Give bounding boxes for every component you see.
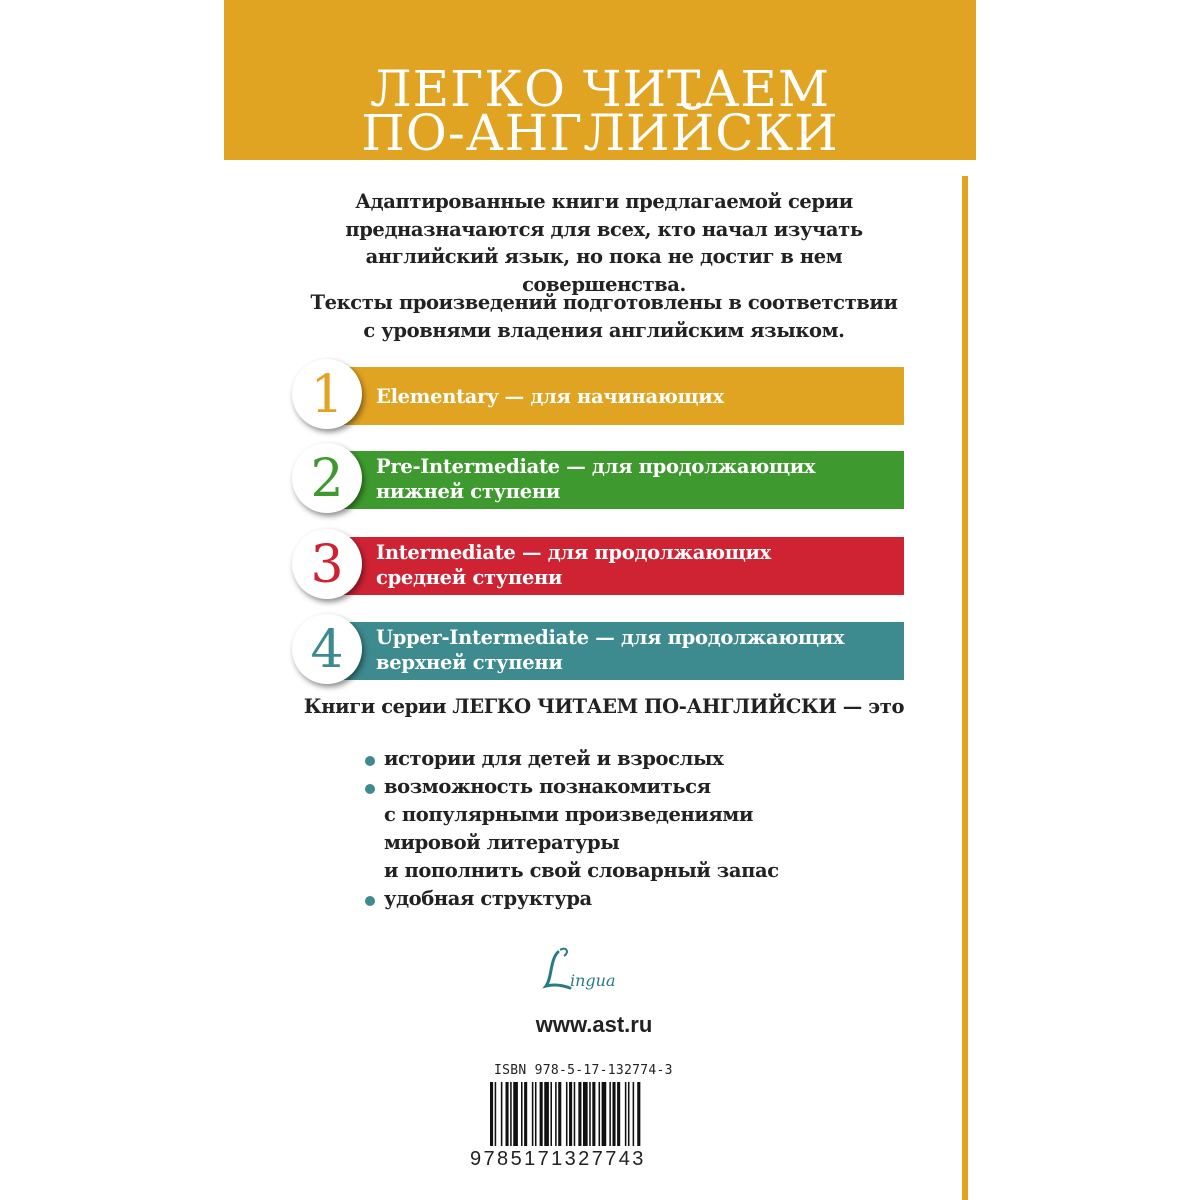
- intro-p1-line: английский язык, но пока не достиг в нем: [365, 245, 843, 268]
- barcode-bar: [578, 1082, 581, 1146]
- level-4-badge: 4: [292, 614, 362, 684]
- feature-line: с популярными произведениями: [384, 803, 754, 826]
- barcode-bar: [592, 1082, 595, 1146]
- feature-item: [372, 773, 932, 885]
- level-1: [294, 367, 934, 425]
- intro-p1-line: совершенства.: [522, 272, 686, 296]
- barcode-bar: [495, 1082, 497, 1146]
- barcode-bar: [633, 1082, 635, 1146]
- level-3-line: средней ступени: [376, 566, 563, 589]
- level-2-line: нижней ступени: [376, 480, 561, 503]
- bullet-dot-icon: [365, 896, 375, 906]
- barcode-bar: [555, 1082, 557, 1146]
- barcode-bar: [637, 1082, 640, 1146]
- feature-item: [372, 745, 932, 773]
- barcode-bar: [513, 1082, 518, 1146]
- barcode-bar: [589, 1082, 591, 1146]
- feature-line: истории для детей и взрослых: [384, 747, 724, 770]
- level-3-line: Intermediate — для продолжающих: [376, 541, 772, 564]
- feature-line: и пополнить свой словарный запас: [384, 859, 779, 882]
- side-accent-rule: [962, 176, 968, 1200]
- feature-item: [372, 885, 932, 913]
- barcode-number: 9785171327743: [470, 1148, 646, 1170]
- barcode-bar: [617, 1082, 620, 1146]
- series-title-line2: ПО-АНГЛИЙСКИ: [361, 104, 839, 162]
- level-2-badge: 2: [292, 443, 362, 513]
- barcode-bar: [524, 1082, 527, 1146]
- barcode-bar: [558, 1082, 561, 1146]
- bullet-dot-icon: [365, 756, 375, 766]
- barcode-bar: [625, 1082, 627, 1146]
- feature-list: [372, 745, 932, 913]
- intro-paragraph-2: [284, 289, 924, 344]
- level-4-label: [376, 625, 916, 675]
- series-description: Книги серии ЛЕГКО ЧИТАЕМ ПО-АНГЛИЙСКИ — это: [303, 695, 905, 718]
- barcode-bar: [566, 1082, 568, 1146]
- feature-line: удобная структура: [384, 887, 592, 910]
- barcode-bar: [599, 1082, 601, 1146]
- barcode-bar: [583, 1082, 588, 1146]
- level-2-line: Pre-Intermediate — для продолжающих: [376, 455, 816, 478]
- bullet-dot-icon: [365, 784, 375, 794]
- barcode-bar: [506, 1082, 509, 1146]
- barcode-bar: [602, 1082, 607, 1146]
- barcode-bar: [535, 1082, 537, 1146]
- barcode-icon: [486, 1082, 696, 1150]
- level-3-label: [376, 540, 916, 590]
- level-1-label: [376, 384, 916, 409]
- intro-paragraph-1: [284, 188, 924, 298]
- series-header: [224, 0, 976, 160]
- intro-p2-line: Тексты произведений подготовлены в соответствии: [310, 291, 898, 314]
- barcode-bar: [574, 1082, 576, 1146]
- barcode-bar: [609, 1082, 611, 1146]
- level-3: [294, 537, 934, 595]
- intro-p1-line: Адаптированные книги предлагаемой серии: [355, 190, 853, 213]
- intro-p2-line: с уровнями владения английским языком.: [363, 318, 845, 342]
- intro-p1-line: предназначаются для всех, кто начал изучать: [345, 217, 863, 241]
- barcode-bar: [628, 1082, 630, 1146]
- level-1-line: Elementary — для начинающих: [376, 385, 724, 408]
- lingua-logo-icon: [540, 944, 650, 994]
- book-back-cover: [224, 0, 976, 1200]
- barcode-bar: [532, 1082, 534, 1146]
- barcode-bar: [544, 1082, 549, 1146]
- series-title-line1: ЛЕГКО ЧИТАЕМ: [369, 60, 831, 118]
- publisher-url: www.ast.ru: [535, 1012, 653, 1037]
- level-2: [294, 451, 934, 509]
- feature-line: возможность познакомиться: [384, 775, 711, 798]
- barcode-bar: [550, 1082, 552, 1146]
- barcode-bar: [540, 1082, 543, 1146]
- barcode-bar: [521, 1082, 523, 1146]
- level-4-line: Upper-Intermediate — для продолжающих: [376, 626, 845, 649]
- level-4: [294, 622, 934, 680]
- barcode-bar: [510, 1082, 512, 1146]
- isbn-text: ISBN 978-5-17-132774-3: [494, 1063, 673, 1078]
- feature-line: мировой литературы: [384, 831, 620, 854]
- level-2-label: [376, 454, 916, 504]
- barcode-bar: [490, 1082, 493, 1146]
- barcode-bar: [612, 1082, 615, 1146]
- barcode-bar: [501, 1082, 503, 1146]
- level-4-line: верхней ступени: [376, 651, 563, 674]
- svg-text:ingua: ingua: [570, 971, 616, 990]
- level-3-badge: 3: [292, 529, 362, 599]
- level-1-badge: 1: [292, 359, 362, 429]
- barcode-bar: [569, 1082, 572, 1146]
